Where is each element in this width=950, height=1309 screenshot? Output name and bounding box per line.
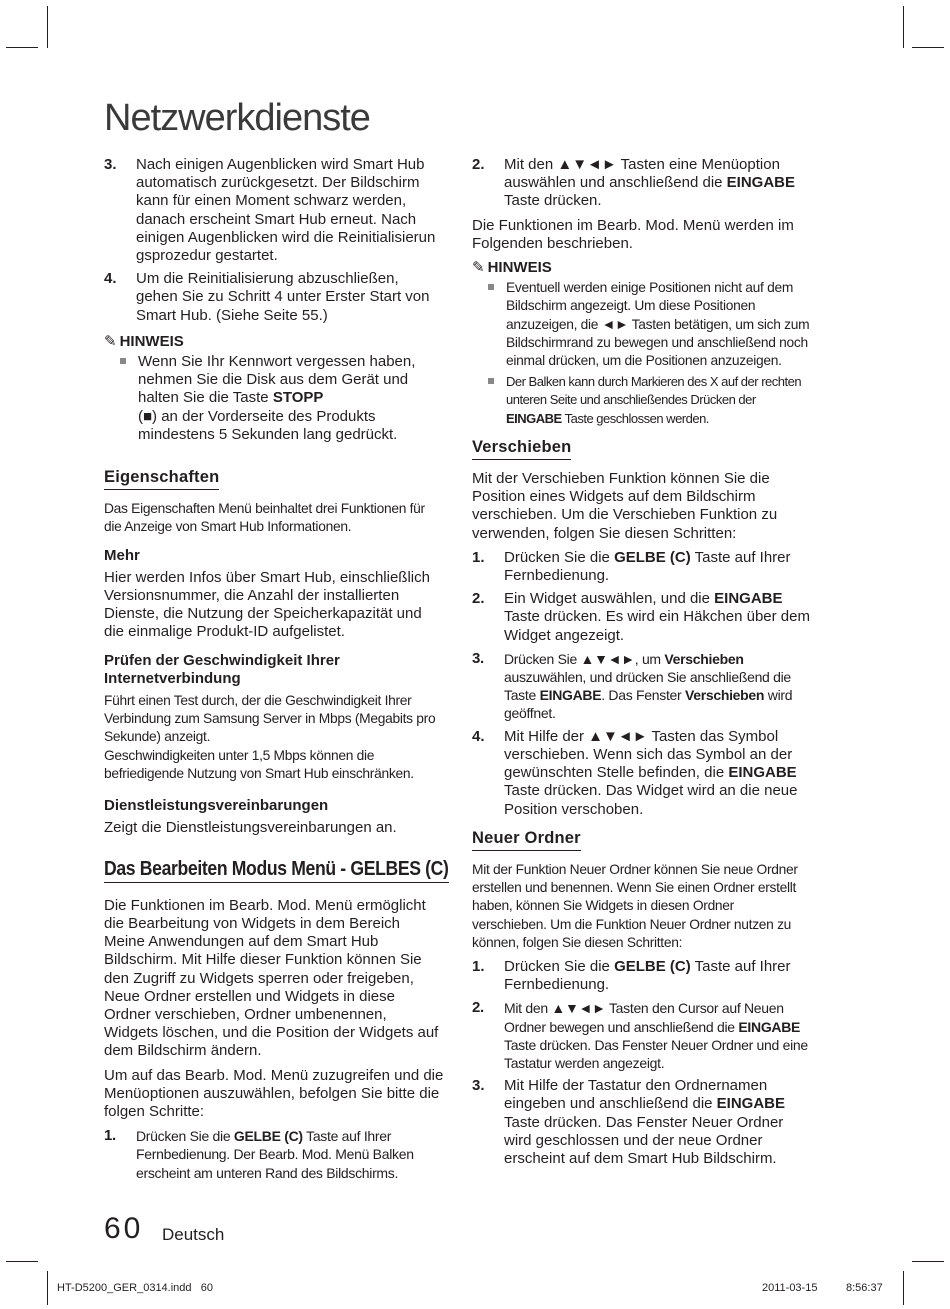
right-column: [472, 156, 812, 1174]
list-item: [472, 650, 812, 723]
list-item: [472, 156, 812, 211]
note-text: Der Balken kann durch Markieren des X auf der rechten unteren Seite und anschließendes Drücken der: [506, 374, 802, 408]
page-language: Deutsch: [162, 1225, 225, 1244]
list-item: [472, 999, 812, 1072]
step-text: Mit Hilfe der ▲▼◄► Tasten das Symbol verschieben. Wenn sich das Symbol an der gewünschten Stelle befinden, die: [504, 727, 793, 782]
paragraph: Zeigt die Dienstleistungsvereinbarungen an.: [104, 819, 397, 837]
paragraph: Die Funktionen im Bearb. Mod. Menü ermöglicht die Bearbeitung von Widgets in dem Bereich Meine Anwendungen auf dem Smart Hub Bildschirm. Mit Hilfe dieser Funktion können Sie den Zugriff zu Widgets sperren oder freigeben, Neue Ordner erstellen und Widgets in diese Ordner verschieben, Ordner umbenennen, Widgets löschen, und die Position der Widgets auf dem Bildschirm ändern.: [104, 896, 439, 1060]
step-text: auszuwählen, und drücken Sie anschließend die Taste: [504, 669, 791, 704]
step-text: . Das Fenster: [601, 687, 685, 704]
step-text: wird geöffnet.: [504, 687, 793, 722]
reset-steps: [104, 156, 444, 325]
subheading-speed-test: Prüfen der Geschwindigkeit Ihrer Internetverbindung: [104, 651, 340, 687]
note-label: HINWEIS: [119, 332, 184, 350]
key-label: GELBE (C): [233, 1128, 303, 1145]
crop-mark: [47, 6, 48, 48]
section-heading-verschieben: Verschieben: [472, 438, 571, 460]
step-text: Drücken Sie die: [136, 1128, 234, 1145]
list-item: [104, 1127, 444, 1182]
step-text: Taste drücken. Das Fenster Neuer Ordner wird geschlossen und der neue Ordner erscheint auf dem Smart Hub Bildschirm.: [504, 1113, 784, 1167]
step-number: 3.: [104, 156, 117, 173]
list-item: [472, 1077, 812, 1168]
crop-mark: [903, 6, 904, 48]
key-label: EINGABE: [506, 410, 562, 426]
step-text: Taste drücken.: [504, 192, 602, 210]
paragraph: Führt einen Test durch, der die Geschwindigkeit Ihrer Verbindung zum Samsung Server in Mbps (Megabits pro Sekunde) anzeigt.: [104, 693, 436, 745]
page-number: 60: [104, 1212, 144, 1245]
paragraph: Das Eigenschaften Menü beinhaltet drei Funktionen für die Anzeige von Smart Hub Informationen.: [104, 501, 425, 535]
left-column: [104, 156, 449, 1188]
step-text: Ein Widget auswählen, und die: [504, 590, 715, 608]
section-heading-neuer-ordner: Neuer Ordner: [472, 829, 581, 851]
bullet-square-icon: [120, 358, 126, 364]
key-label: Verschieben: [664, 650, 744, 667]
bullet-square-icon: [488, 284, 494, 290]
note-item: [488, 373, 812, 428]
section-heading-bearbeiten: Das Bearbeiten Modus Menü - GELBES (C): [104, 860, 449, 883]
note-text: Eventuell werden einige Positionen nicht auf dem Bildschirm angezeigt. Um diese Positionen anzuzeigen, die ◄► Tasten betätigen, um sich zum Bildschirmrand zu bewegen und anschließend noch einmal drücken, um die Positionen anzuzeigen.: [506, 280, 810, 369]
paragraph: Die Funktionen im Bearb. Mod. Menü werden im Folgenden beschrieben.: [472, 216, 794, 252]
note-item: [488, 279, 812, 370]
key-label: Verschieben: [684, 687, 765, 704]
section-heading-eigenschaften: Eigenschaften: [104, 468, 219, 490]
paragraph: Um auf das Bearb. Mod. Menü zuzugreifen und die Menüoptionen auszuwählen, befolgen Sie bitte die folgen Schritte:: [104, 1066, 444, 1120]
verschieben-steps: [472, 549, 812, 819]
slug-filename: HT-D5200_GER_0314.indd 60: [57, 1282, 213, 1294]
bullet-square-icon: [488, 378, 494, 384]
note-text: Wenn Sie Ihr Kennwort vergessen haben, nehmen Sie die Disk aus dem Gerät und halten Sie die Taste: [138, 353, 416, 407]
key-label: GELBE (C): [614, 548, 691, 566]
note-item: [120, 353, 444, 444]
step-number: 3.: [472, 649, 484, 667]
paragraph: Hier werden Infos über Smart Hub, einschließlich Versionsnummer, die Anzahl der installierten Dienste, die Nutzung der Speicherkapazität und die einmalige Produkt-ID aufgelistet.: [104, 568, 430, 641]
step-number: 2.: [472, 156, 485, 173]
key-label: EINGABE: [714, 590, 783, 608]
crop-mark: [912, 47, 944, 48]
step-text: Taste drücken. Das Widget wird an die neue Position verschoben.: [504, 782, 798, 818]
step-number: 2.: [472, 999, 484, 1017]
step-number: 3.: [472, 1077, 485, 1095]
crop-mark: [903, 1271, 904, 1305]
bearb-steps: [104, 1127, 444, 1182]
key-label: EINGABE: [539, 687, 602, 704]
step-text: Taste drücken. Das Fenster Neuer Ordner und eine Tastatur werden angezeigt.: [504, 1036, 808, 1071]
paragraph: Geschwindigkeiten unter 1,5 Mbps können die befriedigende Nutzung von Smart Hub einschränken.: [104, 747, 414, 781]
list-item: [104, 270, 444, 325]
step-text: Drücken Sie ▲▼◄►, um: [504, 650, 665, 667]
step-text: Mit den ▲▼◄► Tasten eine Menüoption auswählen und anschließend die: [504, 156, 780, 192]
key-label: GELBE (C): [614, 957, 691, 975]
slug-time: 8:56:37: [846, 1282, 883, 1294]
page-title: Netzwerkdienste: [104, 97, 370, 139]
key-label: EINGABE: [716, 1095, 786, 1113]
note-list: [104, 353, 444, 444]
crop-mark: [912, 1261, 944, 1262]
paragraph: Mit der Funktion Neuer Ordner können Sie neue Ordner erstellen und benennen. Wenn Sie einen Ordner erstellt haben, können Sie Widgets in diesen Ordner verschieben. Um die Funktion Neuer Ordner nutzen zu können, folgen Sie diesen Schritten:: [472, 861, 798, 950]
note-heading: [104, 333, 444, 351]
step-text: Taste drücken. Es wird ein Häkchen über dem Widget angezeigt.: [504, 608, 810, 644]
crop-mark: [6, 47, 38, 48]
step-text: Mit den ▲▼◄► Tasten den Cursor auf Neuen Ordner bewegen und anschließend die: [504, 1000, 784, 1035]
key-label: EINGABE: [726, 174, 795, 192]
step-text: Taste auf Ihrer Fernbedienung.: [504, 548, 791, 585]
list-item: [472, 590, 812, 645]
step-text: Mit Hilfe der Tastatur den Ordnernamen eingeben und anschließend die: [504, 1077, 768, 1113]
step-text: Nach einigen Augenblicken wird Smart Hub automatisch zurückgesetzt. Der Bildschirm kann für einen Moment schwarz werden, danach erscheint Smart Hub erneut. Nach einigen Augenblicken wird die Reinitialisierun gsprozedur gestartet.: [136, 156, 436, 265]
step-text: Taste auf Ihrer Fernbedienung. Der Bearb. Mod. Menü Balken erscheint am unteren Rand des Bildschirms.: [136, 1128, 414, 1181]
step-text: Um die Reinitialisierung abzuschließen, gehen Sie zu Schritt 4 unter Erster Start von Smart Hub. (Siehe Seite 55.): [136, 270, 430, 324]
pencil-icon: ✎: [104, 332, 117, 350]
bearb-steps-continued: [472, 156, 812, 211]
list-item: [472, 549, 812, 585]
paragraph: Mit der Verschieben Funktion können Sie die Position eines Widgets auf dem Bildschirm verschieben. Um die Verschieben Funktion zu verwenden, folgen Sie diesen Schritten:: [472, 470, 778, 542]
step-number: 4.: [104, 270, 117, 288]
note-heading: [472, 259, 812, 277]
step-number: 4.: [472, 727, 485, 745]
crop-mark: [47, 1271, 48, 1305]
subheading-dienstleistungen: Dienstleistungsvereinbarungen: [104, 797, 329, 815]
note-text: (■) an der Vorderseite des Produkts mindestens 5 Sekunden lang gedrückt.: [138, 407, 398, 443]
note-list: [472, 279, 812, 428]
slug-date: 2011-03-15: [762, 1282, 818, 1294]
key-label: STOPP: [272, 389, 324, 407]
list-item: [104, 156, 444, 265]
note-text: Taste geschlossen werden.: [561, 410, 709, 426]
step-number: 2.: [472, 590, 485, 608]
key-label: EINGABE: [738, 1018, 801, 1035]
subheading-mehr: Mehr: [104, 546, 140, 564]
ordner-steps: [472, 958, 812, 1168]
step-number: 1.: [472, 957, 485, 975]
step-text: Drücken Sie die: [504, 957, 615, 975]
key-label: EINGABE: [728, 764, 797, 782]
step-number: 1.: [104, 1127, 116, 1145]
list-item: [472, 728, 812, 819]
step-text: Drücken Sie die: [504, 548, 615, 566]
step-number: 1.: [472, 548, 485, 566]
crop-mark: [6, 1261, 38, 1262]
note-label: HINWEIS: [487, 259, 552, 277]
list-item: [472, 958, 812, 994]
pencil-icon: ✎: [472, 259, 485, 277]
step-text: Taste auf Ihrer Fernbedienung.: [504, 957, 791, 994]
